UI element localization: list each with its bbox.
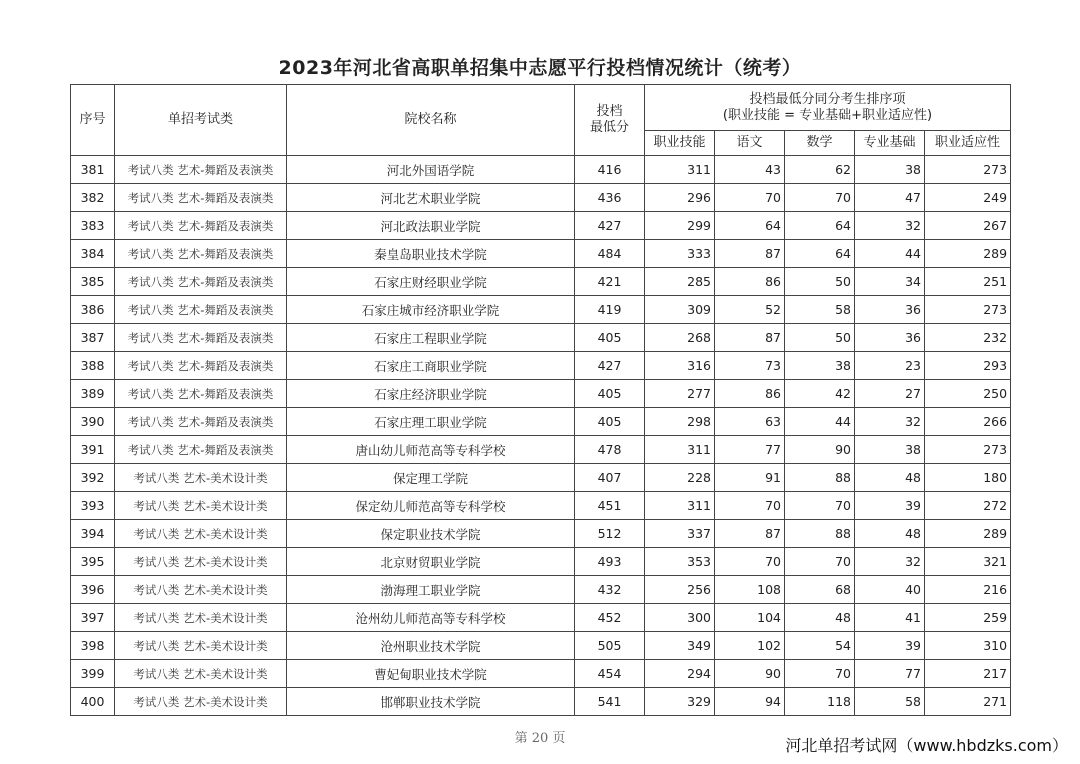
cell-category: 考试八类 艺术-美术设计类 <box>115 660 287 688</box>
cell-seq: 391 <box>71 436 115 464</box>
cell-category: 考试八类 艺术-舞蹈及表演类 <box>115 352 287 380</box>
page-number: 第 20 页 <box>514 731 566 746</box>
table-row <box>71 464 1011 492</box>
cell-min-score: 451 <box>575 492 645 520</box>
cell-school: 保定职业技术学院 <box>287 520 575 548</box>
cell-adapt: 266 <box>925 408 1011 436</box>
cell-chinese: 77 <box>715 436 785 464</box>
cell-school: 石家庄经济职业学院 <box>287 380 575 408</box>
cell-adapt: 259 <box>925 604 1011 632</box>
cell-category: 考试八类 艺术-舞蹈及表演类 <box>115 184 287 212</box>
cell-adapt: 251 <box>925 268 1011 296</box>
cell-math: 70 <box>785 660 855 688</box>
header-adapt: 职业适应性 <box>925 131 1011 156</box>
cell-basic: 32 <box>855 408 925 436</box>
cell-skill: 311 <box>645 492 715 520</box>
cell-basic: 27 <box>855 380 925 408</box>
cell-skill: 311 <box>645 156 715 184</box>
cell-min-score: 454 <box>575 660 645 688</box>
cell-skill: 349 <box>645 632 715 660</box>
cell-seq: 393 <box>71 492 115 520</box>
cell-seq: 394 <box>71 520 115 548</box>
cell-school: 渤海理工职业学院 <box>287 576 575 604</box>
header-basic: 专业基础 <box>855 131 925 156</box>
cell-math: 70 <box>785 492 855 520</box>
cell-math: 88 <box>785 464 855 492</box>
cell-school: 石家庄城市经济职业学院 <box>287 296 575 324</box>
table-row <box>71 296 1011 324</box>
cell-seq: 389 <box>71 380 115 408</box>
cell-category: 考试八类 艺术-美术设计类 <box>115 604 287 632</box>
page-title: 2023年河北省高职单招集中志愿平行投档情况统计（统考） <box>278 57 802 79</box>
cell-basic: 47 <box>855 184 925 212</box>
cell-math: 42 <box>785 380 855 408</box>
table-body <box>71 156 1011 716</box>
table-row <box>71 632 1011 660</box>
cell-min-score: 405 <box>575 380 645 408</box>
cell-category: 考试八类 艺术-舞蹈及表演类 <box>115 268 287 296</box>
cell-school: 石家庄财经职业学院 <box>287 268 575 296</box>
cell-skill: 333 <box>645 240 715 268</box>
cell-seq: 400 <box>71 688 115 716</box>
header-seq: 序号 <box>71 85 115 156</box>
cell-chinese: 87 <box>715 240 785 268</box>
cell-adapt: 272 <box>925 492 1011 520</box>
cell-skill: 268 <box>645 324 715 352</box>
site-watermark: 河北单招考试网（www.hbdzks.com） <box>783 733 1070 756</box>
cell-seq: 392 <box>71 464 115 492</box>
table-row <box>71 324 1011 352</box>
cell-math: 90 <box>785 436 855 464</box>
cell-math: 54 <box>785 632 855 660</box>
header-rank-group: 投档最低分同分考生排序项 (职业技能 = 专业基础+职业适应性) <box>645 85 1011 131</box>
cell-adapt: 273 <box>925 156 1011 184</box>
cell-category: 考试八类 艺术-美术设计类 <box>115 464 287 492</box>
cell-basic: 36 <box>855 324 925 352</box>
cell-category: 考试八类 艺术-美术设计类 <box>115 492 287 520</box>
cell-school: 河北政法职业学院 <box>287 212 575 240</box>
cell-min-score: 427 <box>575 212 645 240</box>
cell-seq: 399 <box>71 660 115 688</box>
cell-basic: 32 <box>855 548 925 576</box>
cell-school: 保定幼儿师范高等专科学校 <box>287 492 575 520</box>
cell-adapt: 310 <box>925 632 1011 660</box>
table-row <box>71 548 1011 576</box>
table-row <box>71 688 1011 716</box>
cell-adapt: 250 <box>925 380 1011 408</box>
cell-math: 62 <box>785 156 855 184</box>
header-school: 院校名称 <box>287 85 575 156</box>
cell-school: 河北艺术职业学院 <box>287 184 575 212</box>
cell-math: 48 <box>785 604 855 632</box>
cell-math: 38 <box>785 352 855 380</box>
cell-skill: 298 <box>645 408 715 436</box>
cell-basic: 77 <box>855 660 925 688</box>
cell-category: 考试八类 艺术-美术设计类 <box>115 632 287 660</box>
cell-adapt: 271 <box>925 688 1011 716</box>
cell-math: 58 <box>785 296 855 324</box>
cell-basic: 41 <box>855 604 925 632</box>
cell-basic: 48 <box>855 520 925 548</box>
header-skill: 职业技能 <box>645 131 715 156</box>
cell-basic: 40 <box>855 576 925 604</box>
admission-table <box>70 84 1011 716</box>
cell-category: 考试八类 艺术-美术设计类 <box>115 548 287 576</box>
cell-chinese: 91 <box>715 464 785 492</box>
cell-chinese: 104 <box>715 604 785 632</box>
cell-category: 考试八类 艺术-舞蹈及表演类 <box>115 380 287 408</box>
cell-seq: 385 <box>71 268 115 296</box>
cell-basic: 32 <box>855 212 925 240</box>
cell-seq: 381 <box>71 156 115 184</box>
cell-skill: 353 <box>645 548 715 576</box>
cell-min-score: 405 <box>575 408 645 436</box>
table-row <box>71 156 1011 184</box>
cell-min-score: 421 <box>575 268 645 296</box>
cell-chinese: 63 <box>715 408 785 436</box>
cell-basic: 48 <box>855 464 925 492</box>
cell-category: 考试八类 艺术-舞蹈及表演类 <box>115 436 287 464</box>
cell-school: 石家庄工商职业学院 <box>287 352 575 380</box>
cell-school: 沧州幼儿师范高等专科学校 <box>287 604 575 632</box>
cell-seq: 388 <box>71 352 115 380</box>
cell-skill: 300 <box>645 604 715 632</box>
header-category: 单招考试类 <box>115 85 287 156</box>
cell-seq: 387 <box>71 324 115 352</box>
cell-skill: 228 <box>645 464 715 492</box>
cell-adapt: 289 <box>925 240 1011 268</box>
cell-min-score: 407 <box>575 464 645 492</box>
table-row <box>71 520 1011 548</box>
cell-min-score: 416 <box>575 156 645 184</box>
cell-adapt: 232 <box>925 324 1011 352</box>
cell-adapt: 249 <box>925 184 1011 212</box>
cell-seq: 390 <box>71 408 115 436</box>
cell-skill: 311 <box>645 436 715 464</box>
cell-min-score: 493 <box>575 548 645 576</box>
cell-skill: 256 <box>645 576 715 604</box>
cell-math: 118 <box>785 688 855 716</box>
cell-min-score: 512 <box>575 520 645 548</box>
cell-category: 考试八类 艺术-舞蹈及表演类 <box>115 156 287 184</box>
cell-category: 考试八类 艺术-美术设计类 <box>115 688 287 716</box>
cell-min-score: 405 <box>575 324 645 352</box>
cell-chinese: 86 <box>715 268 785 296</box>
cell-skill: 329 <box>645 688 715 716</box>
cell-school: 邯郸职业技术学院 <box>287 688 575 716</box>
cell-category: 考试八类 艺术-美术设计类 <box>115 576 287 604</box>
table-row <box>71 408 1011 436</box>
cell-chinese: 90 <box>715 660 785 688</box>
cell-school: 曹妃甸职业技术学院 <box>287 660 575 688</box>
cell-seq: 395 <box>71 548 115 576</box>
cell-seq: 396 <box>71 576 115 604</box>
cell-adapt: 273 <box>925 296 1011 324</box>
cell-adapt: 267 <box>925 212 1011 240</box>
cell-basic: 39 <box>855 632 925 660</box>
cell-chinese: 73 <box>715 352 785 380</box>
cell-math: 64 <box>785 212 855 240</box>
cell-basic: 34 <box>855 268 925 296</box>
cell-min-score: 484 <box>575 240 645 268</box>
cell-school: 沧州职业技术学院 <box>287 632 575 660</box>
cell-school: 秦皇岛职业技术学院 <box>287 240 575 268</box>
header-min-score: 投档 最低分 <box>575 85 645 156</box>
cell-school: 唐山幼儿师范高等专科学校 <box>287 436 575 464</box>
cell-school: 保定理工学院 <box>287 464 575 492</box>
cell-seq: 383 <box>71 212 115 240</box>
cell-adapt: 289 <box>925 520 1011 548</box>
table-row <box>71 184 1011 212</box>
cell-math: 64 <box>785 240 855 268</box>
table-row <box>71 576 1011 604</box>
cell-chinese: 70 <box>715 548 785 576</box>
table-row <box>71 380 1011 408</box>
cell-skill: 296 <box>645 184 715 212</box>
cell-math: 44 <box>785 408 855 436</box>
cell-seq: 386 <box>71 296 115 324</box>
cell-adapt: 293 <box>925 352 1011 380</box>
cell-skill: 285 <box>645 268 715 296</box>
cell-min-score: 478 <box>575 436 645 464</box>
cell-chinese: 87 <box>715 520 785 548</box>
cell-basic: 36 <box>855 296 925 324</box>
table-row <box>71 352 1011 380</box>
table-row <box>71 268 1011 296</box>
cell-basic: 58 <box>855 688 925 716</box>
cell-chinese: 94 <box>715 688 785 716</box>
cell-school: 石家庄工程职业学院 <box>287 324 575 352</box>
cell-skill: 294 <box>645 660 715 688</box>
header-math: 数学 <box>785 131 855 156</box>
cell-skill: 337 <box>645 520 715 548</box>
cell-chinese: 102 <box>715 632 785 660</box>
cell-skill: 316 <box>645 352 715 380</box>
cell-chinese: 43 <box>715 156 785 184</box>
cell-math: 70 <box>785 548 855 576</box>
cell-school: 石家庄理工职业学院 <box>287 408 575 436</box>
cell-basic: 39 <box>855 492 925 520</box>
cell-min-score: 541 <box>575 688 645 716</box>
cell-seq: 384 <box>71 240 115 268</box>
cell-basic: 38 <box>855 436 925 464</box>
cell-chinese: 52 <box>715 296 785 324</box>
cell-min-score: 432 <box>575 576 645 604</box>
cell-chinese: 86 <box>715 380 785 408</box>
cell-skill: 277 <box>645 380 715 408</box>
cell-adapt: 273 <box>925 436 1011 464</box>
cell-min-score: 505 <box>575 632 645 660</box>
cell-chinese: 87 <box>715 324 785 352</box>
cell-min-score: 427 <box>575 352 645 380</box>
cell-seq: 398 <box>71 632 115 660</box>
table-row <box>71 660 1011 688</box>
cell-basic: 44 <box>855 240 925 268</box>
cell-basic: 23 <box>855 352 925 380</box>
table-header <box>71 85 1011 156</box>
cell-basic: 38 <box>855 156 925 184</box>
cell-skill: 299 <box>645 212 715 240</box>
table-row <box>71 212 1011 240</box>
table-row <box>71 240 1011 268</box>
table-row <box>71 492 1011 520</box>
cell-math: 70 <box>785 184 855 212</box>
header-chinese: 语文 <box>715 131 785 156</box>
table-row <box>71 604 1011 632</box>
cell-math: 50 <box>785 324 855 352</box>
cell-category: 考试八类 艺术-舞蹈及表演类 <box>115 212 287 240</box>
cell-min-score: 419 <box>575 296 645 324</box>
cell-adapt: 321 <box>925 548 1011 576</box>
cell-category: 考试八类 艺术-舞蹈及表演类 <box>115 296 287 324</box>
cell-math: 68 <box>785 576 855 604</box>
cell-math: 88 <box>785 520 855 548</box>
cell-school: 河北外国语学院 <box>287 156 575 184</box>
cell-math: 50 <box>785 268 855 296</box>
cell-chinese: 70 <box>715 492 785 520</box>
cell-category: 考试八类 艺术-舞蹈及表演类 <box>115 408 287 436</box>
cell-category: 考试八类 艺术-舞蹈及表演类 <box>115 324 287 352</box>
cell-min-score: 436 <box>575 184 645 212</box>
cell-skill: 309 <box>645 296 715 324</box>
cell-seq: 397 <box>71 604 115 632</box>
table-row <box>71 436 1011 464</box>
cell-chinese: 70 <box>715 184 785 212</box>
cell-chinese: 64 <box>715 212 785 240</box>
cell-adapt: 217 <box>925 660 1011 688</box>
cell-chinese: 108 <box>715 576 785 604</box>
cell-school: 北京财贸职业学院 <box>287 548 575 576</box>
cell-category: 考试八类 艺术-舞蹈及表演类 <box>115 240 287 268</box>
cell-seq: 382 <box>71 184 115 212</box>
cell-category: 考试八类 艺术-美术设计类 <box>115 520 287 548</box>
cell-min-score: 452 <box>575 604 645 632</box>
cell-adapt: 216 <box>925 576 1011 604</box>
cell-adapt: 180 <box>925 464 1011 492</box>
